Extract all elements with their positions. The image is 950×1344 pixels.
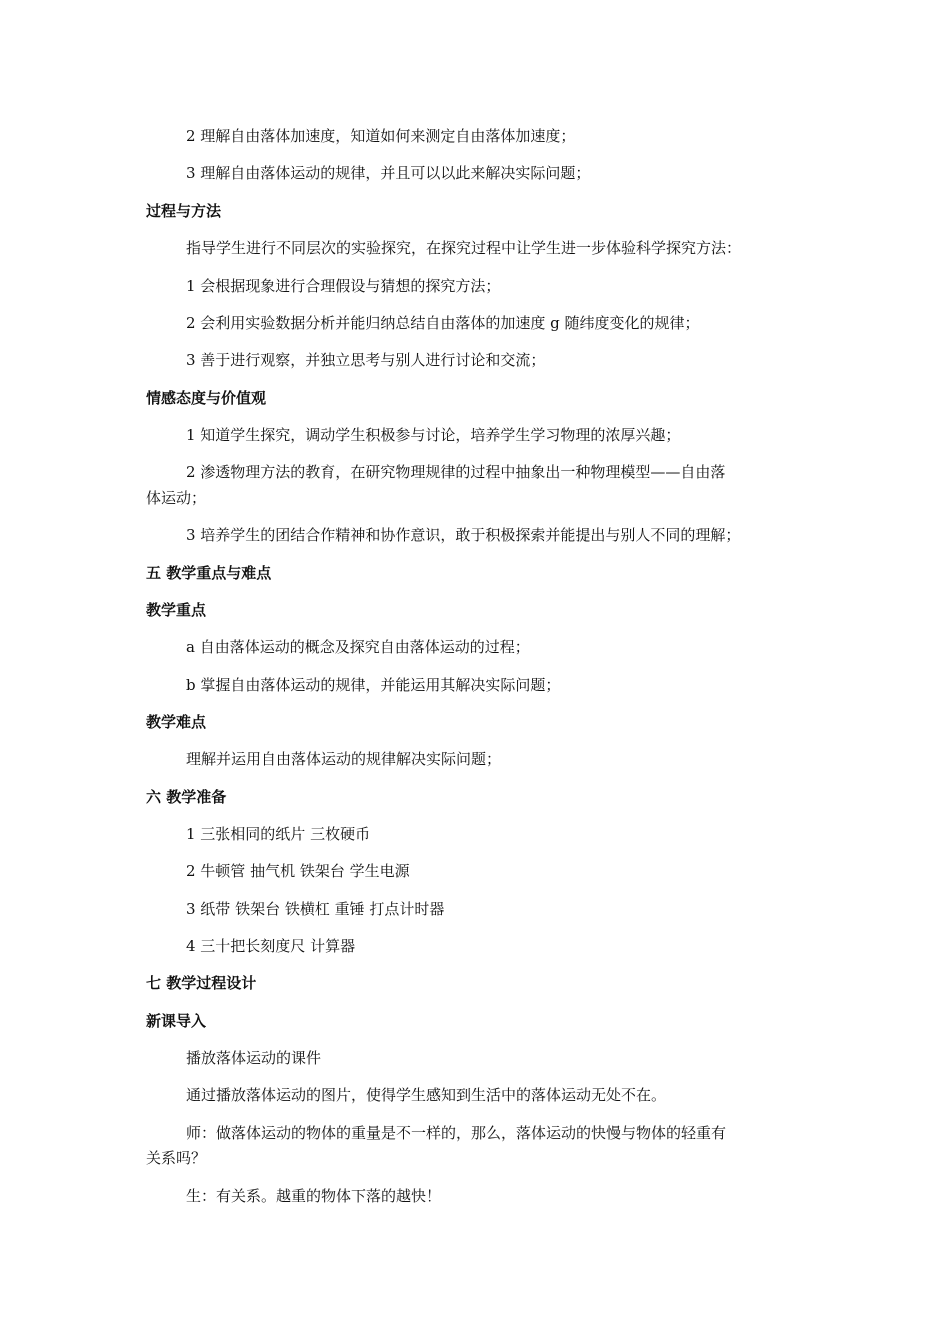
prep-item-2: 2 牛顿管 抽气机 铁架台 学生电源 [186,862,410,880]
teacher-line-2: 关系吗？ [146,1149,207,1167]
process-item-2: 2 会利用实验数据分析并能归纳总结自由落体的加速度 g 随纬度变化的规律； [186,314,700,332]
prep-item-3: 3 纸带 铁架台 铁横杠 重锤 打点计时器 [186,900,445,918]
heading-difficult-points: 教学难点 [146,713,207,731]
knowledge-goal-2: 2 理解自由落体加速度，知道如何来测定自由落体加速度； [186,127,576,145]
process-item-3: 3 善于进行观察，并独立思考与别人进行讨论和交流； [186,351,546,369]
attitude-item-1: 1 知道学生探究，调动学生积极参与讨论，培养学生学习物理的浓厚兴趣； [186,426,681,444]
prep-item-1: 1 三张相同的纸片 三枚硬币 [186,825,371,843]
difficult-point-text: 理解并运用自由落体运动的规律解决实际问题； [186,750,502,768]
heading-lesson-intro: 新课导入 [146,1012,207,1030]
intro-paragraph-1: 播放落体运动的课件 [186,1049,322,1067]
knowledge-goal-3: 3 理解自由落体运动的规律，并且可以以此来解决实际问题； [186,164,591,182]
heading-section-5: 五 教学重点与难点 [146,564,272,582]
attitude-item-3: 3 培养学生的团结合作精神和协作意识，敢于积极探索并能提出与别人不同的理解； [186,526,741,544]
intro-paragraph-2: 通过播放落体运动的图片，使得学生感知到生活中的落体运动无处不在。 [186,1086,667,1104]
heading-key-points: 教学重点 [146,601,207,619]
process-intro: 指导学生进行不同层次的实验探究，在探究过程中让学生进一步体验科学探究方法： [186,239,742,257]
attitude-item-2-line-2: 体运动； [146,489,207,507]
process-item-1: 1 会根据现象进行合理假设与猜想的探究方法； [186,277,501,295]
heading-attitudes-values: 情感态度与价值观 [146,389,267,407]
key-point-a: a 自由落体运动的概念及探究自由落体运动的过程； [186,638,530,656]
heading-section-7: 七 教学过程设计 [146,974,257,992]
heading-section-6: 六 教学准备 [146,788,227,806]
student-line: 生：有关系。越重的物体下落的越快！ [186,1187,442,1205]
key-point-b: b 掌握自由落体运动的规律，并能运用其解决实际问题； [186,676,561,694]
prep-item-4: 4 三十把长刻度尺 计算器 [186,937,356,955]
teacher-line-1: 师：做落体运动的物体的重量是不一样的，那么，落体运动的快慢与物体的轻重有 [186,1124,727,1142]
attitude-item-2-line-1: 2 渗透物理方法的教育，在研究物理规律的过程中抽象出一种物理模型——自由落 [186,463,726,481]
heading-process-methods: 过程与方法 [146,202,222,220]
